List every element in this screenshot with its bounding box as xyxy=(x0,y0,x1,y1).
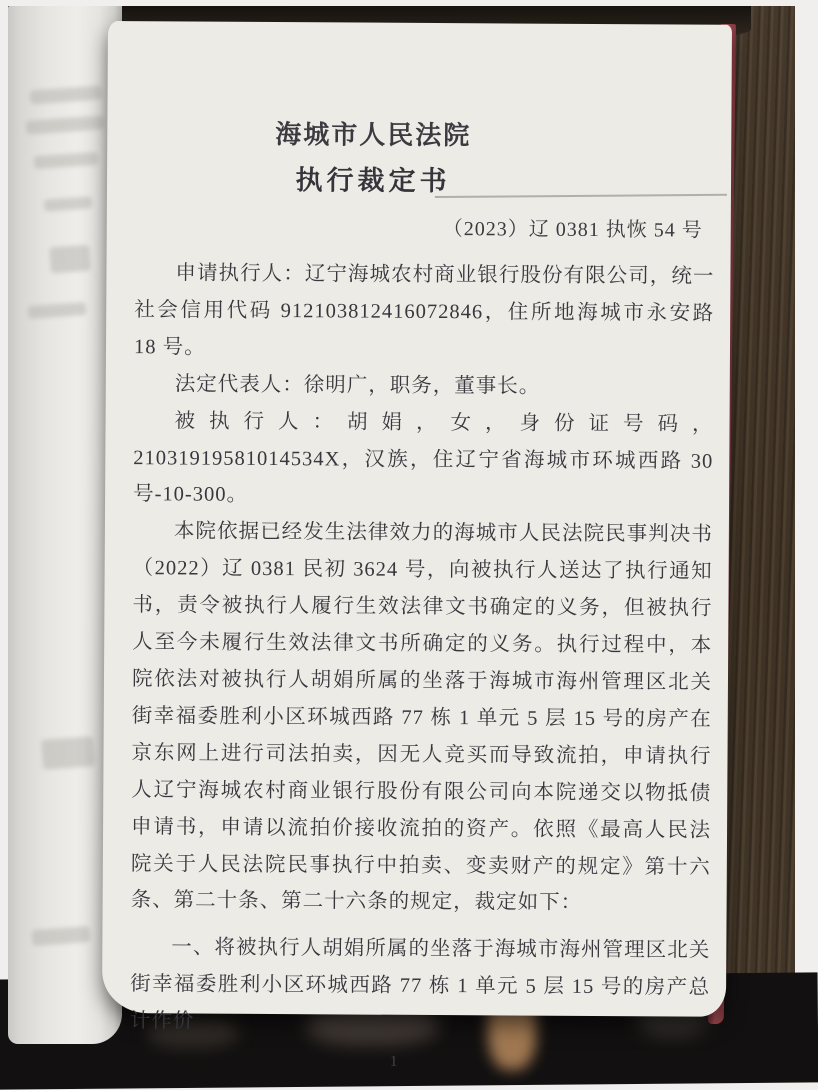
ghost-text-blob xyxy=(28,302,87,319)
paragraph-legal-representative: 法定代表人：徐明广，职务，董事长。 xyxy=(174,373,541,398)
ghost-text-blob xyxy=(32,926,91,946)
document-body xyxy=(130,255,715,1044)
ghost-text-blob xyxy=(49,245,91,274)
paragraph-main-body: 本院依据已经发生法律效力的海城市人民法院民事判决书（2022）辽 0381 民初 3624 号，向被执行人送达了执行通知书，责令被执行人履行生效法律文书确定的义务，但被执行人至今未履行生效法律文书所确定的义务。执行过程中，本院依法对被执行人胡娟所属的坐落于海城市海州管理区北关街幸福委胜利小区环城西路 77 栋 1 单元 5 层 15 号的房产在京东网上进行司法拍卖，因无人竞买而导致流拍，申请执行人辽宁海城农村商业银行股份有限公司向本院递交以物抵债申请书，申请以流拍价接收流拍的资产。依照《最高人民法院关于人民法院民事执行中拍卖、变卖财产的规定》第十六条、第二十条、第二十六条的规定，裁定如下： xyxy=(130,520,713,915)
ghost-text-blob xyxy=(30,86,103,105)
document-content xyxy=(130,113,716,1073)
page-number: 1 xyxy=(389,1053,398,1070)
ghost-text-blob xyxy=(26,115,105,134)
ghost-text-blob xyxy=(34,152,99,169)
document-page xyxy=(102,21,732,1070)
document-photo xyxy=(8,6,795,1070)
paragraph-respondent: 被执行人：胡娟，女，身份证号码，21031919581014534X，汉族，住辽宁省海城市环城西路 30 号-10-300。 xyxy=(133,410,714,507)
paragraph-ruling-item-1: 一、将被执行人胡娟所属的坐落于海城市海州管理区北关街幸福委胜利小区环城西路 77 栋 1 单元 5 层 15 号的房产总计作价 xyxy=(129,936,711,1033)
paragraph-applicant: 申请执行人：辽宁海城农村商业银行股份有限公司，统一社会信用代码 912103812416072846，住所地海城市永安路 18 号。 xyxy=(133,262,715,359)
ghost-text-blob xyxy=(41,736,95,770)
case-number: （2023）辽 0381 执恢 54 号 xyxy=(442,218,703,242)
court-name-title: 海城市人民法院 xyxy=(275,120,472,151)
ghost-text-blob xyxy=(44,196,93,211)
document-type-title: 执行裁定书 xyxy=(295,165,451,197)
